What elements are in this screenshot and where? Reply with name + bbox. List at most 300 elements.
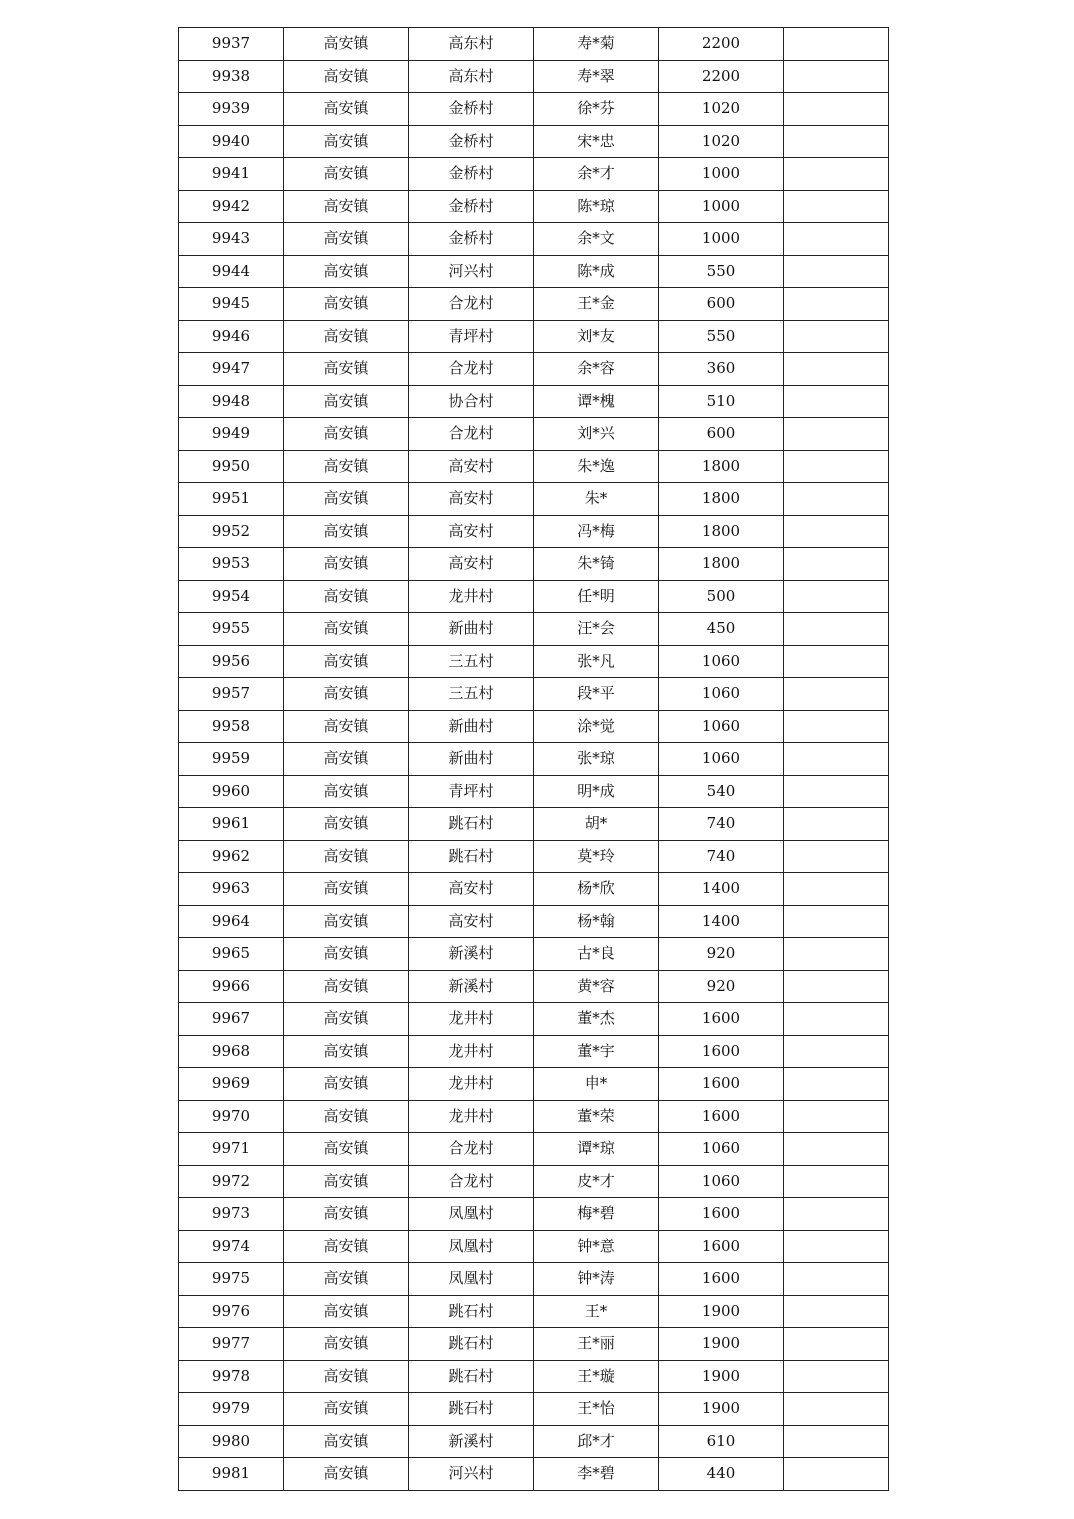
serial-number-cell: 9946: [179, 320, 284, 353]
village-cell: 新溪村: [409, 1425, 534, 1458]
amount-cell: 600: [659, 288, 784, 321]
note-cell: [784, 580, 889, 613]
serial-number-cell: 9966: [179, 970, 284, 1003]
table-row: [179, 190, 889, 223]
amount-cell: 1800: [659, 548, 784, 581]
subsidy-list-table: [178, 27, 889, 1491]
table-row: [179, 255, 889, 288]
town-cell: 高安镇: [284, 28, 409, 61]
note-cell: [784, 743, 889, 776]
town-cell: 高安镇: [284, 1295, 409, 1328]
name-cell: 张*琼: [534, 743, 659, 776]
amount-cell: 1900: [659, 1295, 784, 1328]
town-cell: 高安镇: [284, 775, 409, 808]
serial-number-cell: 9940: [179, 125, 284, 158]
serial-number-cell: 9964: [179, 905, 284, 938]
serial-number-cell: 9959: [179, 743, 284, 776]
serial-number-cell: 9962: [179, 840, 284, 873]
table-row: [179, 1165, 889, 1198]
amount-cell: 440: [659, 1458, 784, 1491]
amount-cell: 740: [659, 808, 784, 841]
town-cell: 高安镇: [284, 743, 409, 776]
table-row: [179, 1230, 889, 1263]
amount-cell: 450: [659, 613, 784, 646]
note-cell: [784, 808, 889, 841]
name-cell: 谭*槐: [534, 385, 659, 418]
village-cell: 新溪村: [409, 970, 534, 1003]
note-cell: [784, 1230, 889, 1263]
amount-cell: 1900: [659, 1393, 784, 1426]
table-row: [179, 60, 889, 93]
serial-number-cell: 9943: [179, 223, 284, 256]
table-row: [179, 743, 889, 776]
name-cell: 涂*觉: [534, 710, 659, 743]
village-cell: 金桥村: [409, 125, 534, 158]
amount-cell: 1800: [659, 515, 784, 548]
amount-cell: 1800: [659, 483, 784, 516]
amount-cell: 550: [659, 320, 784, 353]
note-cell: [784, 288, 889, 321]
amount-cell: 1060: [659, 710, 784, 743]
note-cell: [784, 1198, 889, 1231]
note-cell: [784, 938, 889, 971]
name-cell: 王*怡: [534, 1393, 659, 1426]
town-cell: 高安镇: [284, 970, 409, 1003]
note-cell: [784, 645, 889, 678]
serial-number-cell: 9957: [179, 678, 284, 711]
village-cell: 龙井村: [409, 1100, 534, 1133]
table-row: [179, 1328, 889, 1361]
table-row: [179, 450, 889, 483]
village-cell: 龙井村: [409, 1035, 534, 1068]
name-cell: 宋*忠: [534, 125, 659, 158]
table-row: [179, 158, 889, 191]
town-cell: 高安镇: [284, 905, 409, 938]
town-cell: 高安镇: [284, 1230, 409, 1263]
serial-number-cell: 9970: [179, 1100, 284, 1133]
village-cell: 金桥村: [409, 223, 534, 256]
town-cell: 高安镇: [284, 1425, 409, 1458]
note-cell: [784, 1133, 889, 1166]
serial-number-cell: 9960: [179, 775, 284, 808]
town-cell: 高安镇: [284, 288, 409, 321]
town-cell: 高安镇: [284, 1360, 409, 1393]
village-cell: 凤凰村: [409, 1230, 534, 1263]
amount-cell: 1060: [659, 678, 784, 711]
name-cell: 胡*: [534, 808, 659, 841]
village-cell: 河兴村: [409, 255, 534, 288]
name-cell: 董*荣: [534, 1100, 659, 1133]
note-cell: [784, 93, 889, 126]
note-cell: [784, 1393, 889, 1426]
serial-number-cell: 9937: [179, 28, 284, 61]
note-cell: [784, 1328, 889, 1361]
serial-number-cell: 9974: [179, 1230, 284, 1263]
note-cell: [784, 190, 889, 223]
table-row: [179, 905, 889, 938]
village-cell: 合龙村: [409, 353, 534, 386]
town-cell: 高安镇: [284, 580, 409, 613]
note-cell: [784, 1035, 889, 1068]
table-row: [179, 93, 889, 126]
name-cell: 刘*友: [534, 320, 659, 353]
town-cell: 高安镇: [284, 385, 409, 418]
village-cell: 龙井村: [409, 1068, 534, 1101]
town-cell: 高安镇: [284, 93, 409, 126]
table-row: [179, 288, 889, 321]
amount-cell: 1000: [659, 223, 784, 256]
note-cell: [784, 1458, 889, 1491]
village-cell: 跳石村: [409, 808, 534, 841]
name-cell: 王*丽: [534, 1328, 659, 1361]
amount-cell: 510: [659, 385, 784, 418]
village-cell: 高安村: [409, 515, 534, 548]
serial-number-cell: 9951: [179, 483, 284, 516]
town-cell: 高安镇: [284, 548, 409, 581]
village-cell: 跳石村: [409, 1360, 534, 1393]
note-cell: [784, 1003, 889, 1036]
table-row: [179, 320, 889, 353]
serial-number-cell: 9965: [179, 938, 284, 971]
name-cell: 寿*菊: [534, 28, 659, 61]
village-cell: 三五村: [409, 645, 534, 678]
amount-cell: 1060: [659, 1165, 784, 1198]
town-cell: 高安镇: [284, 1100, 409, 1133]
village-cell: 新曲村: [409, 613, 534, 646]
serial-number-cell: 9953: [179, 548, 284, 581]
table-row: [179, 1263, 889, 1296]
serial-number-cell: 9945: [179, 288, 284, 321]
village-cell: 新曲村: [409, 743, 534, 776]
town-cell: 高安镇: [284, 678, 409, 711]
note-cell: [784, 775, 889, 808]
table-row: [179, 580, 889, 613]
serial-number-cell: 9980: [179, 1425, 284, 1458]
village-cell: 三五村: [409, 678, 534, 711]
village-cell: 金桥村: [409, 93, 534, 126]
table-row: [179, 808, 889, 841]
name-cell: 任*明: [534, 580, 659, 613]
serial-number-cell: 9948: [179, 385, 284, 418]
table-row: [179, 125, 889, 158]
table-row: [179, 548, 889, 581]
village-cell: 合龙村: [409, 1133, 534, 1166]
village-cell: 协合村: [409, 385, 534, 418]
serial-number-cell: 9949: [179, 418, 284, 451]
serial-number-cell: 9950: [179, 450, 284, 483]
name-cell: 董*杰: [534, 1003, 659, 1036]
village-cell: 青坪村: [409, 320, 534, 353]
name-cell: 陈*琼: [534, 190, 659, 223]
serial-number-cell: 9977: [179, 1328, 284, 1361]
amount-cell: 1000: [659, 158, 784, 191]
serial-number-cell: 9968: [179, 1035, 284, 1068]
serial-number-cell: 9942: [179, 190, 284, 223]
name-cell: 杨*翰: [534, 905, 659, 938]
note-cell: [784, 905, 889, 938]
table-row: [179, 1458, 889, 1491]
town-cell: 高安镇: [284, 158, 409, 191]
serial-number-cell: 9972: [179, 1165, 284, 1198]
amount-cell: 1600: [659, 1068, 784, 1101]
note-cell: [784, 1165, 889, 1198]
town-cell: 高安镇: [284, 613, 409, 646]
village-cell: 跳石村: [409, 840, 534, 873]
village-cell: 高东村: [409, 28, 534, 61]
village-cell: 高安村: [409, 483, 534, 516]
serial-number-cell: 9969: [179, 1068, 284, 1101]
village-cell: 高安村: [409, 873, 534, 906]
note-cell: [784, 515, 889, 548]
name-cell: 杨*欣: [534, 873, 659, 906]
table-row: [179, 840, 889, 873]
note-cell: [784, 613, 889, 646]
note-cell: [784, 320, 889, 353]
serial-number-cell: 9947: [179, 353, 284, 386]
table-row: [179, 938, 889, 971]
amount-cell: 1060: [659, 645, 784, 678]
table-row: [179, 1425, 889, 1458]
village-cell: 金桥村: [409, 158, 534, 191]
amount-cell: 550: [659, 255, 784, 288]
serial-number-cell: 9961: [179, 808, 284, 841]
amount-cell: 1600: [659, 1263, 784, 1296]
town-cell: 高安镇: [284, 1035, 409, 1068]
village-cell: 跳石村: [409, 1393, 534, 1426]
name-cell: 董*宇: [534, 1035, 659, 1068]
serial-number-cell: 9981: [179, 1458, 284, 1491]
serial-number-cell: 9952: [179, 515, 284, 548]
name-cell: 梅*碧: [534, 1198, 659, 1231]
amount-cell: 360: [659, 353, 784, 386]
town-cell: 高安镇: [284, 223, 409, 256]
name-cell: 皮*才: [534, 1165, 659, 1198]
town-cell: 高安镇: [284, 125, 409, 158]
amount-cell: 1800: [659, 450, 784, 483]
note-cell: [784, 1360, 889, 1393]
town-cell: 高安镇: [284, 1393, 409, 1426]
name-cell: 谭*琼: [534, 1133, 659, 1166]
amount-cell: 1600: [659, 1003, 784, 1036]
serial-number-cell: 9976: [179, 1295, 284, 1328]
village-cell: 新曲村: [409, 710, 534, 743]
amount-cell: 2200: [659, 60, 784, 93]
village-cell: 高安村: [409, 450, 534, 483]
amount-cell: 1400: [659, 873, 784, 906]
table-row: [179, 418, 889, 451]
village-cell: 凤凰村: [409, 1263, 534, 1296]
note-cell: [784, 385, 889, 418]
name-cell: 张*凡: [534, 645, 659, 678]
table-row: [179, 1295, 889, 1328]
town-cell: 高安镇: [284, 418, 409, 451]
serial-number-cell: 9971: [179, 1133, 284, 1166]
town-cell: 高安镇: [284, 190, 409, 223]
name-cell: 明*成: [534, 775, 659, 808]
serial-number-cell: 9979: [179, 1393, 284, 1426]
amount-cell: 1600: [659, 1100, 784, 1133]
amount-cell: 610: [659, 1425, 784, 1458]
amount-cell: 1060: [659, 1133, 784, 1166]
note-cell: [784, 125, 889, 158]
village-cell: 龙井村: [409, 1003, 534, 1036]
town-cell: 高安镇: [284, 873, 409, 906]
town-cell: 高安镇: [284, 1068, 409, 1101]
town-cell: 高安镇: [284, 1198, 409, 1231]
table-body: [179, 28, 889, 1491]
note-cell: [784, 223, 889, 256]
town-cell: 高安镇: [284, 645, 409, 678]
note-cell: [784, 1263, 889, 1296]
note-cell: [784, 158, 889, 191]
note-cell: [784, 678, 889, 711]
name-cell: 汪*会: [534, 613, 659, 646]
note-cell: [784, 60, 889, 93]
town-cell: 高安镇: [284, 1133, 409, 1166]
name-cell: 钟*意: [534, 1230, 659, 1263]
table-row: [179, 970, 889, 1003]
name-cell: 刘*兴: [534, 418, 659, 451]
village-cell: 金桥村: [409, 190, 534, 223]
name-cell: 钟*涛: [534, 1263, 659, 1296]
table-row: [179, 775, 889, 808]
amount-cell: 2200: [659, 28, 784, 61]
serial-number-cell: 9956: [179, 645, 284, 678]
town-cell: 高安镇: [284, 710, 409, 743]
table-row: [179, 385, 889, 418]
table-row: [179, 1003, 889, 1036]
serial-number-cell: 9963: [179, 873, 284, 906]
table-row: [179, 1035, 889, 1068]
name-cell: 朱*逸: [534, 450, 659, 483]
serial-number-cell: 9939: [179, 93, 284, 126]
amount-cell: 920: [659, 938, 784, 971]
name-cell: 段*平: [534, 678, 659, 711]
note-cell: [784, 483, 889, 516]
amount-cell: 1900: [659, 1360, 784, 1393]
amount-cell: 500: [659, 580, 784, 613]
town-cell: 高安镇: [284, 808, 409, 841]
town-cell: 高安镇: [284, 255, 409, 288]
note-cell: [784, 840, 889, 873]
name-cell: 余*才: [534, 158, 659, 191]
name-cell: 古*良: [534, 938, 659, 971]
note-cell: [784, 1068, 889, 1101]
amount-cell: 1000: [659, 190, 784, 223]
table-row: [179, 353, 889, 386]
table-row: [179, 710, 889, 743]
town-cell: 高安镇: [284, 1458, 409, 1491]
table-row: [179, 873, 889, 906]
village-cell: 龙井村: [409, 580, 534, 613]
note-cell: [784, 255, 889, 288]
amount-cell: 740: [659, 840, 784, 873]
town-cell: 高安镇: [284, 515, 409, 548]
name-cell: 王*: [534, 1295, 659, 1328]
name-cell: 冯*梅: [534, 515, 659, 548]
amount-cell: 1020: [659, 93, 784, 126]
name-cell: 申*: [534, 1068, 659, 1101]
note-cell: [784, 970, 889, 1003]
table-row: [179, 613, 889, 646]
note-cell: [784, 710, 889, 743]
name-cell: 寿*翠: [534, 60, 659, 93]
village-cell: 新溪村: [409, 938, 534, 971]
table-row: [179, 1393, 889, 1426]
name-cell: 邱*才: [534, 1425, 659, 1458]
village-cell: 青坪村: [409, 775, 534, 808]
amount-cell: 1600: [659, 1035, 784, 1068]
note-cell: [784, 548, 889, 581]
note-cell: [784, 353, 889, 386]
town-cell: 高安镇: [284, 1328, 409, 1361]
table-row: [179, 515, 889, 548]
serial-number-cell: 9954: [179, 580, 284, 613]
village-cell: 合龙村: [409, 1165, 534, 1198]
serial-number-cell: 9955: [179, 613, 284, 646]
village-cell: 高安村: [409, 905, 534, 938]
table-row: [179, 483, 889, 516]
name-cell: 朱*: [534, 483, 659, 516]
table-row: [179, 645, 889, 678]
serial-number-cell: 9978: [179, 1360, 284, 1393]
amount-cell: 600: [659, 418, 784, 451]
village-cell: 凤凰村: [409, 1198, 534, 1231]
note-cell: [784, 1295, 889, 1328]
amount-cell: 1600: [659, 1230, 784, 1263]
town-cell: 高安镇: [284, 840, 409, 873]
table-row: [179, 1133, 889, 1166]
amount-cell: 920: [659, 970, 784, 1003]
amount-cell: 1060: [659, 743, 784, 776]
table-row: [179, 1068, 889, 1101]
note-cell: [784, 418, 889, 451]
table-row: [179, 1198, 889, 1231]
name-cell: 朱*锜: [534, 548, 659, 581]
name-cell: 余*容: [534, 353, 659, 386]
note-cell: [784, 1425, 889, 1458]
note-cell: [784, 450, 889, 483]
name-cell: 余*文: [534, 223, 659, 256]
amount-cell: 1020: [659, 125, 784, 158]
town-cell: 高安镇: [284, 1165, 409, 1198]
village-cell: 合龙村: [409, 288, 534, 321]
serial-number-cell: 9973: [179, 1198, 284, 1231]
name-cell: 王*璇: [534, 1360, 659, 1393]
table-row: [179, 678, 889, 711]
town-cell: 高安镇: [284, 1263, 409, 1296]
town-cell: 高安镇: [284, 483, 409, 516]
serial-number-cell: 9938: [179, 60, 284, 93]
name-cell: 李*碧: [534, 1458, 659, 1491]
name-cell: 黄*容: [534, 970, 659, 1003]
table-row: [179, 1360, 889, 1393]
amount-cell: 540: [659, 775, 784, 808]
village-cell: 河兴村: [409, 1458, 534, 1491]
name-cell: 莫*玲: [534, 840, 659, 873]
amount-cell: 1400: [659, 905, 784, 938]
village-cell: 高东村: [409, 60, 534, 93]
village-cell: 跳石村: [409, 1328, 534, 1361]
note-cell: [784, 28, 889, 61]
table-row: [179, 28, 889, 61]
serial-number-cell: 9958: [179, 710, 284, 743]
name-cell: 陈*成: [534, 255, 659, 288]
village-cell: 跳石村: [409, 1295, 534, 1328]
town-cell: 高安镇: [284, 353, 409, 386]
serial-number-cell: 9975: [179, 1263, 284, 1296]
name-cell: 王*金: [534, 288, 659, 321]
